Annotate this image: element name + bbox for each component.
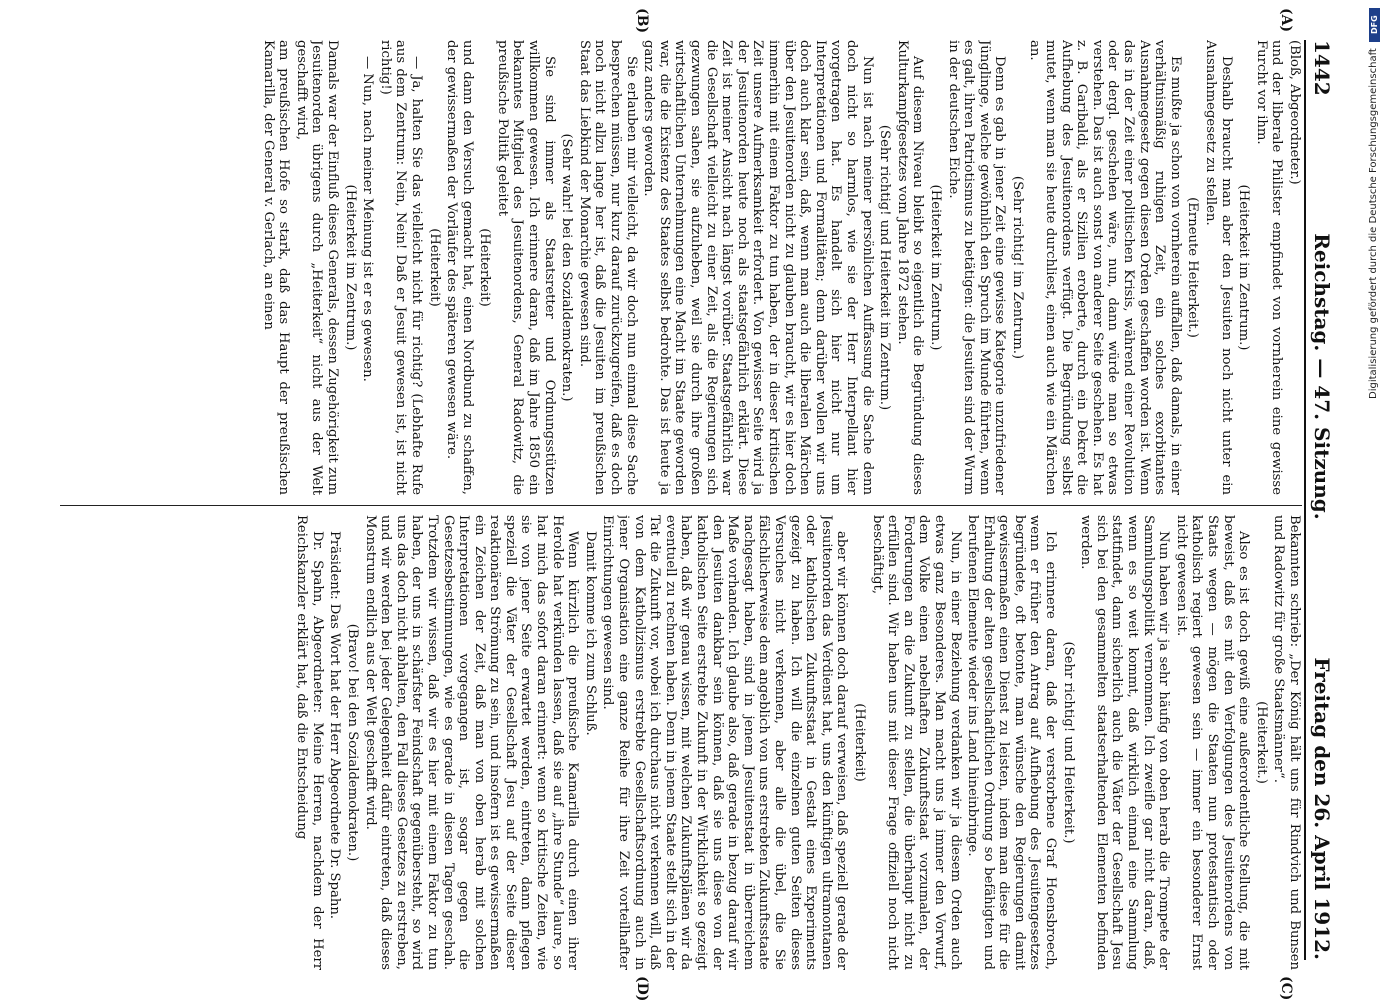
session-title: Reichstag. — 47. Sitzung. [1310, 233, 1334, 520]
margin-marker-b: (B) [634, 8, 650, 34]
margin-marker-a: (A) [1278, 8, 1294, 33]
margin-marker-c: (C) [1278, 976, 1294, 1001]
paragraph: Nun haben wir ja sehr häufig von oben herab die Trompete der Sammlungspolitik vernommen. Ich zweifle gar nicht daran, daß, wenn es so weit kommt, daß wirklich einmal eine Sammlung stattfindet, dann sicherlich auch die Väter der Gesellschaft Jesu sich bei den gesammelten staatserhaltenden Elementen befinden werden. [1078, 515, 1172, 970]
session-date: Freitag den 26. April 1912. [1310, 657, 1334, 960]
rotated-document-page [50, 0, 1350, 1000]
paragraph: und der liberale Philister empfindet von vornherein eine gewisse Furcht vor ihm. [1253, 40, 1285, 495]
paragraph: Präsident: Das Wort hat der Herr Abgeordnete Dr. Spahn. [327, 531, 343, 919]
interjection: (Heiterkeit im Zentrum.) [927, 184, 943, 351]
right-text-column [60, 515, 1302, 970]
paragraph: am preußischen Hofe so stark, daß das Haupt der preußischen Kamarilla, der General v. Gerlach, an einen [260, 40, 292, 495]
paragraph: Auf diesem Niveau bleibt so eigentlich die Begründung dieses Kulturkampfgesetzes vom Jahre 1872 stehen. [894, 40, 926, 495]
paragraph: Deshalb braucht man aber den Jesuiten noch nicht unter ein Ausnahmegesetz zu stellen. [1203, 40, 1234, 495]
margin-marker-d: (D) [634, 976, 650, 1001]
paragraph: Dr. Spahn, Abgeordneter: Meine Herren, nachdem der Herr Reichskanzler erklärt hat, daß die Entscheidung [294, 515, 325, 970]
interjection: (Heiterkeit) [851, 703, 867, 782]
interjection: (Sehr richtig! und Heiterkeit im Zentrum.) [877, 124, 893, 411]
interjection: (Heiterkeit.) [1253, 701, 1269, 784]
interjection: (Sehr richtig! und Heiterkeit.) [1060, 641, 1076, 844]
paragraph: — Nun, nach meiner Meinung ist er es gewesen. [360, 56, 376, 382]
paragraph: Es mußte ja schon von vornherein auffallen, daß damals, in einer verhältnismäßig ruhigen Zeit, ein solches exorbitantes Ausnahmegesetz gegen diesen Orden geschaffen worden ist. Wenn das in der Zeit einer politischen Krisis, während einer Revolution oder dergl. geschehen wäre, nun, dann würde man so etwas verstehen. Das ist auch sonst von anderer Seite geschehen. Es hat z. B. Garibaldi, als er Sizilien eroberte, durch ein Dekret die Aufhebung des Jesuitenordens verfügt. Die Begründung selbst mutet, wenn man sie heute durchliest, einen auch wie ein Märchen an. [1027, 40, 1183, 495]
paragraph: Damit komme ich zum Schluß. [582, 531, 598, 736]
paragraph: aber wir können doch darauf verweisen, daß speziell gerade der Jesuitenorden das Verdienst hat, uns den künftigen ultramontanen oder katholischen Zukunftsstaat in Gestalt eines Experiments gezeigt zu haben. Ich will die einzelnen guten Seiten dieses Versuches nicht verkennen, aber alle die übel, die Sie fälschlicherweise dem angeblich von uns erstrebten Zukunftsstaate nachgesagt haben, sind in jenem Jesuitenstaat in überreichem Maße vorhanden. Ich glaube also, daß gerade in bezug darauf wir den Jesuiten dankbar sein können, daß sie uns diese von der katholischen Seite erstrebte Zukunft in der Wirklichkeit so gezeigt haben, daß wir genau wissen, mit welchen Zukunftsplänen wir da eventuell zu rechnen haben. Denn in jenem Staate stellt sich in der Tat die Zukunft vor, wobei ich durchaus nicht verkennen will, daß von dem Katholizismus erstrebte Gesellschaftsordnung auch in jener Organisation eine ganze Reihe für ihre Zeit vorteilhafter Einrichtungen gewesen sind. [600, 515, 850, 970]
interjection: (Heiterkeit) [426, 228, 442, 307]
interjection: (Erneute Heiterkeit.) [1185, 197, 1201, 338]
interjection: (Sehr richtig! im Zentrum.) [1009, 175, 1025, 360]
paragraph: (Bloß, Abgeordneter.) [1287, 40, 1302, 185]
interjection: (Heiterkeit im Zentrum.) [1236, 184, 1252, 351]
paragraph: Ich erinnere daran, daß der verstorbene Graf Hoensbroech, wenn er früher den Antrag auf Aufhebung des Jesuitengesetzes begründete, oft betonte, man wünsche den Regierungen damit gewissermaßen einen Dienst zu leisten, indem man diese für die Erhaltung der alten gesellschaftlichen Ordnung so befähigten und berufenen Elemente wieder ins Land hineinbringe. [965, 515, 1059, 970]
interjection: (Bravo! bei den Sozialdemokraten.) [344, 623, 360, 862]
column-divider [60, 505, 1302, 506]
page-number: 1442 [1310, 40, 1334, 96]
paragraph: Denn es gab in jener Zeit eine gewisse Kategorie unzufriedener Jünglinge, welche gewöhnlich den Spruch im Munde führten, wenn es galt, ihren Patriotismus zu betätigen: die Jesuiten sind der Wurm in der deutschen Eiche. [945, 40, 1008, 495]
paragraph: Nun, in einer Beziehung verdanken wir ja diesem Orden auch etwas ganz Besonderes. Man macht uns ja immer den Vorwurf, dem Volke einen nebelhaften Zukunftsstaat vorzumalen, der Forderungen an die Zukunft zu stellen, die überhaupt nicht zu erfüllen sind. Wir haben uns mit dieser Frage offiziell noch nicht beschäftigt, [869, 515, 963, 970]
digitization-credit [1366, 8, 1382, 868]
paragraph: Wenn kürzlich die preußische Kamarilla durch einen ihrer Herolde hat verkünden lassen, daß sie auf „ihre Stunde“ laure, so hat mich das sofort daran erinnert: wenn so kritische Zeiten, wie sie von jener Seite erwartet werden, eintreten, dann pflegen speziell die Väter der Gesellschaft Jesu auf der Seite dieser reaktionären Strömung zu sein, und insofern ist es gewissermaßen ein Zeichen der Zeit, daß man von oben herab mit solchen Interpretationen vorgegangen ist, sogar gegen die Gesetzesbestimmungen, wie es gerade in diesen Tagen geschah. Trotzdem wir wissen, daß wir es hier mit einem Faktor zu tun haben, der uns in schärfster Feindschaft gegenübersteht, so wird uns das doch nicht abhalten, den Fall dieses Gesetzes zu erstreben, und wir werden bei jeder Gelegenheit dafür eintreten, daß dieses Monstrum endlich aus der Welt geschafft wird. [362, 515, 581, 970]
paragraph: Sie erlauben mir vielleicht, da wir doch nun einmal diese Sache besprechen müssen, nur kurz darauf zurückzugreifen, daß es doch noch nicht allzu lange her ist, daß die Jesuiten im preußischen Staat das Liebkind der Monarchie gewesen sind. [576, 40, 639, 495]
interjection: (Heiterkeit im Zentrum.) [342, 184, 358, 351]
paragraph: — Ja, halten Sie das vielleicht nicht für richtig? (Lebhafte Rufe aus dem Zentrum: Nein, Nein! Daß er Jesuit gewesen ist, ist nicht richtig!) [377, 40, 424, 495]
left-text-column [60, 40, 1302, 495]
paragraph: und dann den Versuch gemacht hat, einen Nordbund zu schaffen, der gewissermaßen der Vorläufer des späteren gewesen wäre. [444, 40, 475, 495]
dfg-logo: DFG [1369, 8, 1380, 42]
paragraph: Sie sind immer als Staatsretter und Ordnungsstützen willkommen gewesen. Ich erinnere daran, daß im Jahre 1850 ein bekanntes Mitglied des Jesuitenordens, General Radowitz, die preußische Politik geleitet [494, 40, 557, 495]
interjection: (Sehr wahr! bei den Sozialdemokraten.) [559, 133, 575, 402]
paragraph: Also es ist doch gewiß eine außerordentliche Stellung, die mit beweist, daß es mit den Verfolgungen des Jesuitenordens von Staats wegen — mögen die Staaten nun protestantisch oder katholisch regiert gewesen sein — immer ein besonderer Ernst nicht gewesen ist. [1173, 515, 1252, 970]
paragraph: Damals war der Einfluß dieses Generals, dessen Zugehörigkeit zum Jesuitenorden übrigens durch „Heiterkeit“ nicht aus der Welt geschafft wird, [293, 40, 340, 495]
paragraph: Bekannten schrieb: „Der König hält uns für Rindvich und Bunsen und Radowitz für große Staatsmänner“. [1271, 515, 1302, 970]
credit-text: Digitalisierung gefördert durch die Deutsche Forschungsgemeinschaft [1368, 48, 1379, 399]
page-header [1304, 40, 1344, 960]
paragraph: Nun ist nach meiner persönlichen Auffassung die Sache denn doch nicht so harmlos, wie sie der Herr Interpellant hier vorgetragen hat. Es handelt sich hier nicht nur um Interpretationen und Formalitäten; denn darüber wollen wir uns doch auch klar sein, daß, wenn man auch die liberalen Märchen über den Jesuitenorden nicht zu glauben braucht, wir es hier doch immerhin mit einem Faktor zu tun haben, der in dieser kritischen Zeit unsere Aufmerksamkeit erfordert. Von gewisser Seite wird ja der Jesuitenorden heute noch als staatsgefährlich erklärt. Diese Zeit ist meiner Ansicht nach längst vorüber. Staatsgefährlich war die Gesellschaft vielleicht zu einer Zeit, als die Regierungen sich gezwungen sahen, sie aufzuheben, weil sie durch ihre großen wirtschaftlichen Unternehmungen eine Macht im Staate geworden war, die die Existenz des Staates selbst bedrohte. Das ist heute ja ganz anders geworden. [641, 40, 875, 495]
interjection: (Heiterkeit) [477, 228, 493, 307]
